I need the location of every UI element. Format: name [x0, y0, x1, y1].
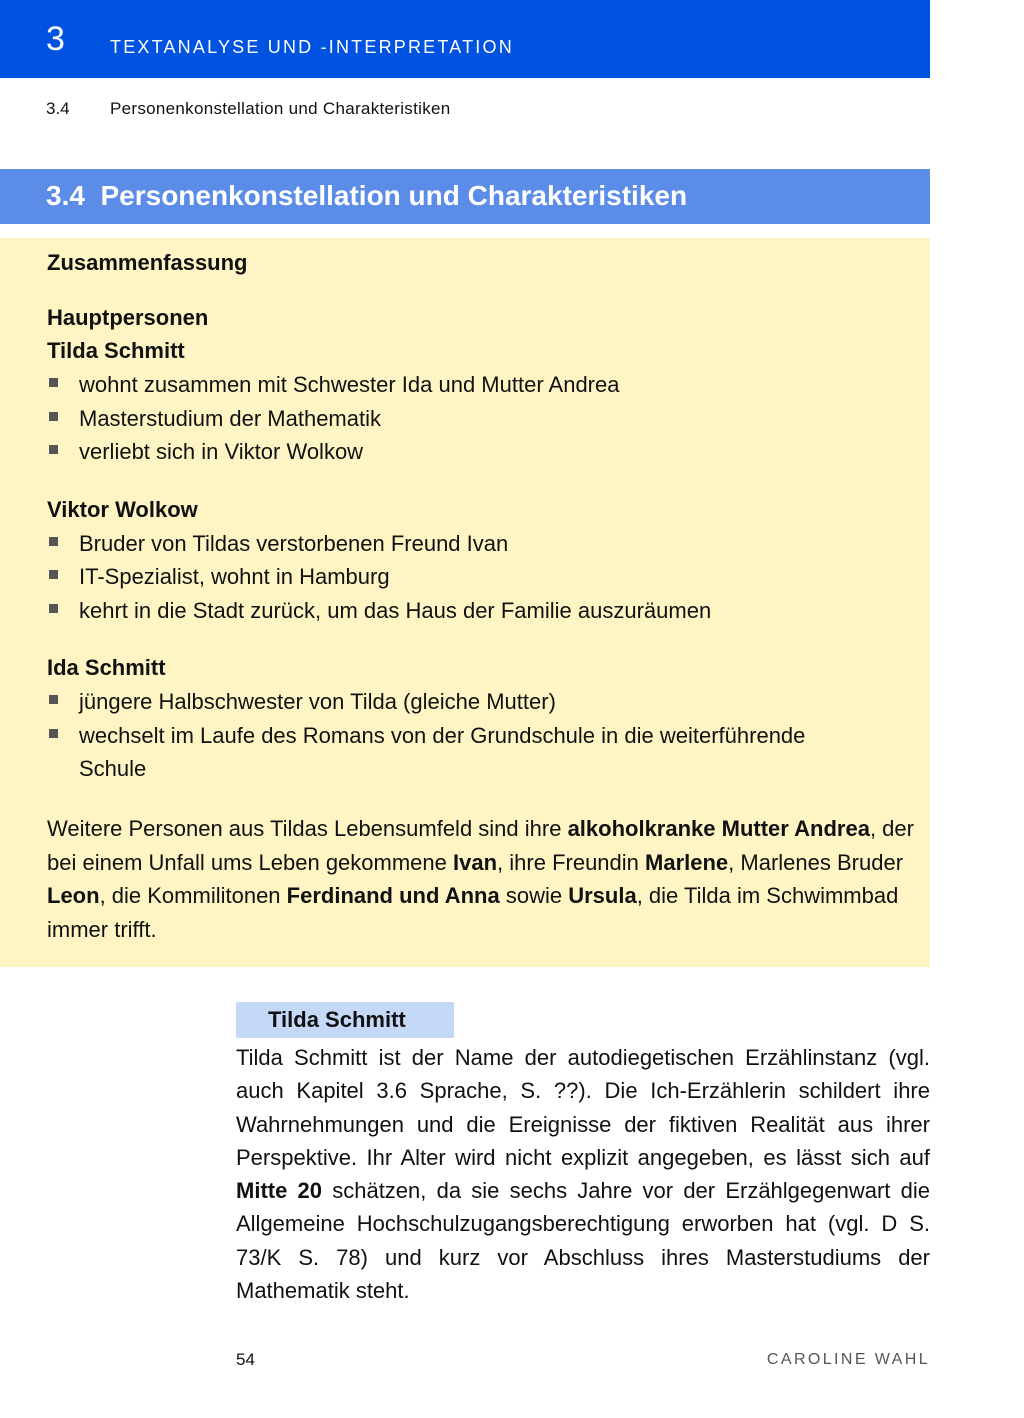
chapter-title: TEXTANALYSE UND -INTERPRETATION	[110, 37, 514, 57]
square-bullet-icon	[49, 729, 58, 738]
character-label-text: Tilda Schmitt	[268, 1007, 406, 1032]
page-number: 54	[236, 1350, 255, 1369]
bold-term: Mitte 20	[236, 1178, 323, 1204]
square-bullet-icon	[49, 537, 58, 546]
bold-name: Marlene	[645, 849, 729, 875]
chapter-header-bar	[0, 0, 930, 78]
bold-name: Ursula	[568, 883, 637, 908]
square-bullet-icon	[49, 445, 58, 454]
bold-name: Leon	[47, 883, 100, 908]
main-persons-heading: Hauptpersonen	[47, 305, 209, 330]
running-head-number: 3.4	[46, 99, 70, 118]
square-bullet-icon	[49, 604, 58, 613]
character-paragraph: Tilda Schmitt ist der Name der autodiegetischen Erzählinstanz (vgl. auch Kapitel 3.6 Sprache, S. ??). Die Ich-Erzählerin schildert ihre Wahrnehmungen und die Ereignisse der fiktiven Realität aus ihrer Perspektive. Ihr Alter wird nicht explizit angegeben, es lässt sich auf Mitte 20 schätzen, da sie sechs Jahre vor der Erzählgegenwart die Allgemeine Hochschulzugangsberechtigung erworben hat (vgl. D S. 73/K S. 78) und kurz vor Abschluss ihres Masterstudiums der Mathematik steht.	[236, 1045, 930, 1304]
square-bullet-icon	[49, 695, 58, 704]
person-name: Tilda Schmitt	[47, 338, 185, 363]
section-title-bar	[0, 169, 930, 224]
footer-author: CAROLINE WAHL	[766, 1351, 930, 1368]
person-name: Ida Schmitt	[47, 655, 166, 680]
bold-name: Ferdinand und Anna	[286, 883, 500, 908]
bold-name: alkoholkranke Mutter Andrea	[567, 816, 870, 841]
further-persons-paragraph: Weitere Personen aus Tildas Lebensumfeld sind ihre alkoholkranke Mutter Andrea, der bei einem Unfall ums Leben gekommene Ivan, ihre Freundin Marlene, Marlenes Bruder Leon, die Kommilitonen Ferdinand und Anna sowie Ursula, die Tilda im Schwimmbad immer trifft.	[47, 816, 914, 942]
running-head-title: Personenkonstellation und Charakteristiken	[110, 99, 451, 118]
chapter-number: 3	[46, 20, 65, 58]
square-bullet-icon	[49, 412, 58, 421]
square-bullet-icon	[49, 378, 58, 387]
summary-heading: Zusammenfassung	[47, 250, 248, 275]
summary-box: Zusammenfassung Hauptpersonen Tilda Schmitt wohnt zusammen mit Schwester Ida und Mutter Andrea Masterstudium der Mathematik verliebt sich in Viktor Wolkow Viktor Wolkow Bruder von Tildas verstorbenen Freund Ivan IT-Spezialist, wohnt in Hamburg kehrt in die Stadt zurück, um das Haus der Familie auszuräumen Ida Schmitt jüngere Halbschwester von Tilda (gleiche Mutter) wechselt im Laufe des Romans von der Grundschule in die weiterführende Schule Weitere Personen aus Tildas Lebensumfeld sind ihre alkoholkranke Mutter Andrea, der bei einem Unfall ums Leben gekommene Ivan, ihre Freundin Marlene, Marlenes Bruder Leon, die Kommilitonen Ferdinand und Anna sowie Ursula, die Tilda im Schwimmbad immer trifft.	[0, 238, 930, 967]
section-title: 3.4 Personenkonstellation und Charakteristiken	[46, 180, 688, 211]
bold-name: Ivan	[453, 849, 498, 875]
square-bullet-icon	[49, 570, 58, 579]
person-name: Viktor Wolkow	[47, 497, 198, 522]
character-label	[236, 1002, 454, 1038]
